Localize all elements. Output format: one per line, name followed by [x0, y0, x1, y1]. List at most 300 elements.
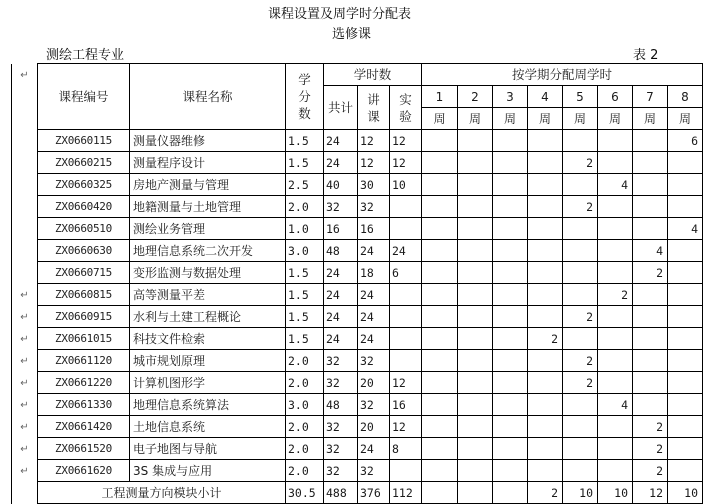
- semester-3-hours: [493, 152, 528, 174]
- hours-lab: 12: [390, 130, 422, 152]
- hours-total: 24: [324, 152, 358, 174]
- course-credit: 2.0: [286, 350, 324, 372]
- hours-total: 24: [324, 328, 358, 350]
- semester-8-hours: [668, 196, 703, 218]
- hours-lecture: 24: [358, 328, 390, 350]
- hours-lecture: 12: [358, 152, 390, 174]
- semester-6-hours: [598, 152, 633, 174]
- hours-total: 32: [324, 372, 358, 394]
- hours-total: 24: [324, 262, 358, 284]
- semester-5-hours: 2: [563, 152, 598, 174]
- course-code: ZX0660915: [38, 306, 130, 328]
- major-label: 测绘工程专业: [46, 48, 125, 63]
- header-hours: 学时数: [324, 64, 422, 86]
- hours-lecture: 12: [358, 130, 390, 152]
- semester-4-hours: [528, 438, 563, 460]
- semester-4-hours: [528, 306, 563, 328]
- semester-7-hours: [633, 372, 668, 394]
- subtotal-lab: 112: [390, 482, 422, 504]
- subtotal-total: 488: [324, 482, 358, 504]
- course-name: 城市规划原理: [130, 350, 286, 372]
- header-semester-1: 1: [422, 86, 458, 108]
- hours-lecture: 24: [358, 284, 390, 306]
- semester-4-hours: [528, 460, 563, 482]
- semester-3-hours: [493, 350, 528, 372]
- table-row: [12, 152, 703, 174]
- semester-6-hours: [598, 240, 633, 262]
- hours-lecture: 32: [358, 394, 390, 416]
- header-code: 课程编号: [38, 64, 130, 130]
- semester-2-hours: [458, 416, 493, 438]
- semester-8-hours: [668, 350, 703, 372]
- table-row: [12, 262, 703, 284]
- semester-6-hours: [598, 262, 633, 284]
- semester-1-hours: [422, 372, 458, 394]
- hours-lab: [390, 196, 422, 218]
- table-row: [12, 306, 703, 328]
- semester-6-hours: [598, 416, 633, 438]
- semester-8-hours: [668, 284, 703, 306]
- hours-total: 48: [324, 240, 358, 262]
- course-code: ZX0661620: [38, 460, 130, 482]
- semester-8-hours: [668, 240, 703, 262]
- semester-5-hours: [563, 174, 598, 196]
- semester-4-hours: [528, 218, 563, 240]
- semester-5-hours: 2: [563, 196, 598, 218]
- semester-5-hours: 2: [563, 372, 598, 394]
- header-hours-total: 共计: [324, 86, 358, 130]
- table-row: [12, 196, 703, 218]
- semester-7-hours: [633, 174, 668, 196]
- subtotal-semester-8: 10: [668, 482, 703, 504]
- semester-7-hours: [633, 196, 668, 218]
- header-semester-3: 3: [493, 86, 528, 108]
- header-week-2: 周: [458, 108, 493, 130]
- header-hours-lab: 实验: [390, 86, 422, 130]
- semester-5-hours: [563, 130, 598, 152]
- semester-4-hours: [528, 372, 563, 394]
- course-credit: 1.5: [286, 306, 324, 328]
- semester-2-hours: [458, 218, 493, 240]
- table-row: [12, 460, 703, 482]
- semester-5-hours: [563, 262, 598, 284]
- hours-total: 24: [324, 130, 358, 152]
- hours-total: 24: [324, 306, 358, 328]
- table-row: [12, 284, 703, 306]
- semester-5-hours: [563, 438, 598, 460]
- side-cell: [12, 174, 38, 196]
- semester-2-hours: [458, 350, 493, 372]
- table-row: [12, 174, 703, 196]
- semester-7-hours: 2: [633, 416, 668, 438]
- hours-lecture: 20: [358, 372, 390, 394]
- semester-1-hours: [422, 152, 458, 174]
- semester-7-hours: [633, 152, 668, 174]
- side-cell: [12, 394, 38, 416]
- semester-6-hours: 2: [598, 284, 633, 306]
- hours-lab: [390, 284, 422, 306]
- hours-total: 32: [324, 350, 358, 372]
- semester-7-hours: [633, 328, 668, 350]
- semester-5-hours: [563, 460, 598, 482]
- semester-7-hours: [633, 218, 668, 240]
- header-week-5: 周: [563, 108, 598, 130]
- side-cell: [12, 130, 38, 152]
- hours-lab: 10: [390, 174, 422, 196]
- hours-lab: 24: [390, 240, 422, 262]
- subtotal-semester-2: [458, 482, 493, 504]
- semester-8-hours: [668, 438, 703, 460]
- semester-2-hours: [458, 438, 493, 460]
- semester-4-hours: [528, 350, 563, 372]
- semester-6-hours: [598, 328, 633, 350]
- header-week-8: 周: [668, 108, 703, 130]
- return-mark: ↵: [20, 443, 29, 455]
- course-table: [11, 63, 703, 504]
- semester-4-hours: [528, 284, 563, 306]
- course-credit: 1.0: [286, 218, 324, 240]
- course-code: ZX0661520: [38, 438, 130, 460]
- semester-1-hours: [422, 306, 458, 328]
- semester-4-hours: [528, 394, 563, 416]
- semester-8-hours: 6: [668, 130, 703, 152]
- course-credit: 3.0: [286, 394, 324, 416]
- hours-total: 32: [324, 438, 358, 460]
- hours-lecture: 24: [358, 306, 390, 328]
- course-credit: 1.5: [286, 328, 324, 350]
- semester-2-hours: [458, 372, 493, 394]
- course-name: 测量程序设计: [130, 152, 286, 174]
- course-name: 地理信息系统二次开发: [130, 240, 286, 262]
- semester-1-hours: [422, 174, 458, 196]
- side-cell: [12, 460, 38, 482]
- side-column-header: ↵: [12, 64, 38, 130]
- semester-1-hours: [422, 130, 458, 152]
- course-code: ZX0660215: [38, 152, 130, 174]
- hours-lab: [390, 306, 422, 328]
- hours-lab: 6: [390, 262, 422, 284]
- semester-8-hours: [668, 372, 703, 394]
- semester-6-hours: [598, 438, 633, 460]
- semester-1-hours: [422, 240, 458, 262]
- semester-3-hours: [493, 306, 528, 328]
- hours-lab: [390, 328, 422, 350]
- hours-lecture: 18: [358, 262, 390, 284]
- table-row: [12, 394, 703, 416]
- semester-7-hours: 2: [633, 438, 668, 460]
- semester-6-hours: [598, 350, 633, 372]
- semester-7-hours: [633, 350, 668, 372]
- semester-6-hours: 4: [598, 394, 633, 416]
- semester-1-hours: [422, 460, 458, 482]
- side-cell: [12, 416, 38, 438]
- side-cell: [12, 306, 38, 328]
- subtotal-semester-5: 10: [563, 482, 598, 504]
- side-cell: [12, 240, 38, 262]
- course-credit: 1.5: [286, 262, 324, 284]
- subtotal-semester-4: 2: [528, 482, 563, 504]
- hours-total: 16: [324, 218, 358, 240]
- course-code: ZX0660510: [38, 218, 130, 240]
- course-credit: 2.0: [286, 196, 324, 218]
- course-code: ZX0660715: [38, 262, 130, 284]
- semester-8-hours: [668, 460, 703, 482]
- semester-4-hours: [528, 174, 563, 196]
- semester-1-hours: [422, 416, 458, 438]
- table-title: 课程设置及周学时分配表: [268, 7, 412, 22]
- semester-3-hours: [493, 460, 528, 482]
- semester-7-hours: 4: [633, 240, 668, 262]
- semester-8-hours: [668, 394, 703, 416]
- semester-7-hours: [633, 284, 668, 306]
- course-credit: 1.5: [286, 152, 324, 174]
- course-name: 水利与土建工程概论: [130, 306, 286, 328]
- subtotal-credit: 30.5: [286, 482, 324, 504]
- hours-lab: 12: [390, 372, 422, 394]
- course-code: ZX0661120: [38, 350, 130, 372]
- hours-total: 24: [324, 284, 358, 306]
- semester-3-hours: [493, 284, 528, 306]
- semester-3-hours: [493, 328, 528, 350]
- semester-4-hours: [528, 152, 563, 174]
- semester-3-hours: [493, 196, 528, 218]
- header-hours-lecture: 讲课: [358, 86, 390, 130]
- semester-3-hours: [493, 438, 528, 460]
- hours-lab: [390, 350, 422, 372]
- course-credit: 2.0: [286, 460, 324, 482]
- course-name: 计算机图形学: [130, 372, 286, 394]
- semester-4-hours: 2: [528, 328, 563, 350]
- semester-5-hours: [563, 394, 598, 416]
- hours-lecture: 20: [358, 416, 390, 438]
- course-code: ZX0660815: [38, 284, 130, 306]
- course-credit: 2.0: [286, 438, 324, 460]
- return-mark: ↵: [20, 355, 29, 367]
- course-code: ZX0660420: [38, 196, 130, 218]
- hours-lecture: 32: [358, 196, 390, 218]
- course-name: 测量仪器维修: [130, 130, 286, 152]
- semester-3-hours: [493, 372, 528, 394]
- semester-2-hours: [458, 240, 493, 262]
- course-name: 地籍测量与土地管理: [130, 196, 286, 218]
- table-row: [12, 218, 703, 240]
- semester-1-hours: [422, 394, 458, 416]
- hours-lab: 12: [390, 416, 422, 438]
- subtotal-semester-3: [493, 482, 528, 504]
- semester-7-hours: [633, 394, 668, 416]
- semester-4-hours: [528, 262, 563, 284]
- course-name: 测绘业务管理: [130, 218, 286, 240]
- header-name: 课程名称: [130, 64, 286, 130]
- semester-5-hours: 2: [563, 350, 598, 372]
- course-name: 科技文件检索: [130, 328, 286, 350]
- semester-8-hours: [668, 152, 703, 174]
- side-cell: [12, 284, 38, 306]
- table-subtitle: 选修课: [332, 27, 372, 42]
- header-week-3: 周: [493, 108, 528, 130]
- course-code: ZX0660115: [38, 130, 130, 152]
- header-week-4: 周: [528, 108, 563, 130]
- header-semester-8: 8: [668, 86, 703, 108]
- course-name: 地理信息系统算法: [130, 394, 286, 416]
- side-cell: [12, 218, 38, 240]
- semester-1-hours: [422, 284, 458, 306]
- hours-total: 32: [324, 196, 358, 218]
- course-name: 电子地图与导航: [130, 438, 286, 460]
- side-cell: [12, 482, 38, 504]
- header-credit: 学分数: [286, 64, 324, 130]
- side-cell: [12, 350, 38, 372]
- side-cell: [12, 152, 38, 174]
- semester-2-hours: [458, 306, 493, 328]
- semester-6-hours: [598, 306, 633, 328]
- semester-8-hours: 4: [668, 218, 703, 240]
- semester-3-hours: [493, 416, 528, 438]
- hours-total: 48: [324, 394, 358, 416]
- hours-lab: 12: [390, 152, 422, 174]
- semester-4-hours: [528, 196, 563, 218]
- table-row: [12, 328, 703, 350]
- hours-lab: [390, 218, 422, 240]
- hours-total: 40: [324, 174, 358, 196]
- table-number: 表 2: [633, 48, 659, 63]
- table-row: [12, 240, 703, 262]
- course-code: ZX0660325: [38, 174, 130, 196]
- semester-8-hours: [668, 328, 703, 350]
- return-mark: ↵: [20, 421, 29, 433]
- semester-7-hours: [633, 130, 668, 152]
- semester-1-hours: [422, 262, 458, 284]
- semester-3-hours: [493, 130, 528, 152]
- return-mark: ↵: [20, 465, 29, 477]
- hours-total: 32: [324, 416, 358, 438]
- semester-5-hours: [563, 240, 598, 262]
- semester-1-hours: [422, 218, 458, 240]
- semester-4-hours: [528, 240, 563, 262]
- course-name: 房地产测量与管理: [130, 174, 286, 196]
- semester-2-hours: [458, 328, 493, 350]
- semester-6-hours: [598, 196, 633, 218]
- course-credit: 2.0: [286, 416, 324, 438]
- return-mark: ↵: [20, 377, 29, 389]
- semester-1-hours: [422, 438, 458, 460]
- table-row: [12, 350, 703, 372]
- side-cell: [12, 372, 38, 394]
- side-cell: [12, 196, 38, 218]
- header-semester-6: 6: [598, 86, 633, 108]
- semester-8-hours: [668, 306, 703, 328]
- return-mark: ↵: [20, 289, 29, 301]
- semester-2-hours: [458, 130, 493, 152]
- hours-lecture: 30: [358, 174, 390, 196]
- course-code: ZX0661220: [38, 372, 130, 394]
- table-row: [12, 438, 703, 460]
- return-mark: ↵: [20, 333, 29, 345]
- semester-2-hours: [458, 174, 493, 196]
- header-semester-4: 4: [528, 86, 563, 108]
- course-credit: 2.5: [286, 174, 324, 196]
- semester-3-hours: [493, 394, 528, 416]
- semester-3-hours: [493, 262, 528, 284]
- course-name: 土地信息系统: [130, 416, 286, 438]
- semester-5-hours: 2: [563, 306, 598, 328]
- hours-lab: [390, 460, 422, 482]
- header-week-6: 周: [598, 108, 633, 130]
- semester-1-hours: [422, 350, 458, 372]
- side-cell: [12, 262, 38, 284]
- semester-6-hours: [598, 460, 633, 482]
- semester-5-hours: [563, 218, 598, 240]
- subtotal-label: 工程测量方向模块小计: [38, 482, 286, 504]
- semester-8-hours: [668, 262, 703, 284]
- semester-6-hours: [598, 218, 633, 240]
- semester-7-hours: [633, 306, 668, 328]
- semester-2-hours: [458, 284, 493, 306]
- semester-7-hours: 2: [633, 262, 668, 284]
- course-code: ZX0660630: [38, 240, 130, 262]
- course-code: ZX0661015: [38, 328, 130, 350]
- course-code: ZX0661420: [38, 416, 130, 438]
- subtotal-semester-7: 12: [633, 482, 668, 504]
- side-cell: [12, 328, 38, 350]
- semester-4-hours: [528, 416, 563, 438]
- semester-3-hours: [493, 174, 528, 196]
- course-credit: 2.0: [286, 372, 324, 394]
- return-mark: ↵: [20, 399, 29, 411]
- course-credit: 1.5: [286, 130, 324, 152]
- subtotal-semester-6: 10: [598, 482, 633, 504]
- semester-1-hours: [422, 196, 458, 218]
- semester-5-hours: [563, 416, 598, 438]
- semester-6-hours: [598, 130, 633, 152]
- subtotal-semester-1: [422, 482, 458, 504]
- header-week-7: 周: [633, 108, 668, 130]
- table-row: [12, 130, 703, 152]
- semester-1-hours: [422, 328, 458, 350]
- course-name: 3S 集成与应用: [130, 460, 286, 482]
- hours-lab: 8: [390, 438, 422, 460]
- hours-lab: 16: [390, 394, 422, 416]
- table-row: [12, 372, 703, 394]
- header-semester-2: 2: [458, 86, 493, 108]
- course-name: 变形监测与数据处理: [130, 262, 286, 284]
- semester-5-hours: [563, 284, 598, 306]
- course-credit: 3.0: [286, 240, 324, 262]
- hours-total: 32: [324, 460, 358, 482]
- semester-8-hours: [668, 416, 703, 438]
- subtotal-lecture: 376: [358, 482, 390, 504]
- subtotal-row: [12, 482, 703, 504]
- semester-6-hours: [598, 372, 633, 394]
- header-semester-group: 按学期分配周学时: [422, 64, 703, 86]
- semester-2-hours: [458, 152, 493, 174]
- semester-4-hours: [528, 130, 563, 152]
- semester-2-hours: [458, 460, 493, 482]
- return-mark: ↵: [20, 311, 29, 323]
- semester-3-hours: [493, 218, 528, 240]
- semester-6-hours: 4: [598, 174, 633, 196]
- semester-2-hours: [458, 394, 493, 416]
- header-semester-7: 7: [633, 86, 668, 108]
- hours-lecture: 32: [358, 460, 390, 482]
- header-week-1: 周: [422, 108, 458, 130]
- hours-lecture: 32: [358, 350, 390, 372]
- side-cell: [12, 438, 38, 460]
- semester-2-hours: [458, 262, 493, 284]
- semester-5-hours: [563, 328, 598, 350]
- hours-lecture: 24: [358, 438, 390, 460]
- semester-7-hours: 2: [633, 460, 668, 482]
